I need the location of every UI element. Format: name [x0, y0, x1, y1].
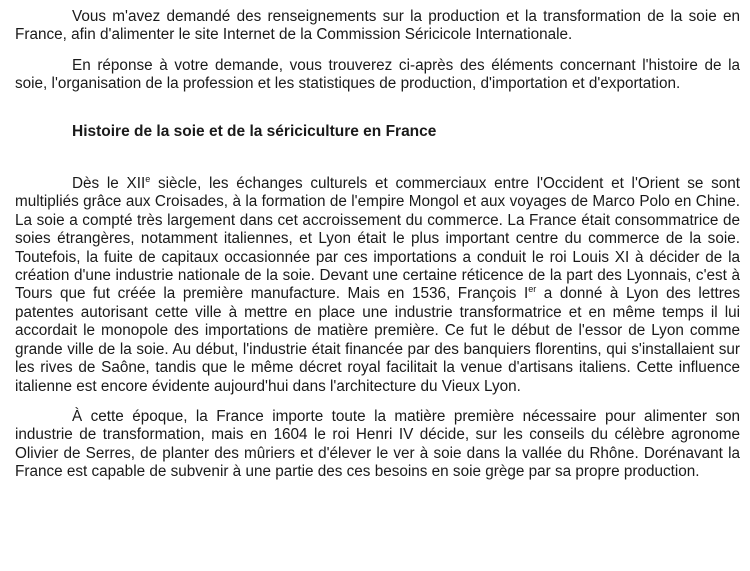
history-text-part-2: siècle, les échanges culturels et commerciaux entre l'Occident et l'Orient se sont multipliés grâce aux Croisades, à la formation de l'empire Mongol et aux voyages de Marco Polo en Chine. La soie a compté très largement dans cet accroissement du commerce. La France était consommatrice de soies étrangères, notamment italiennes, et Lyon était le plus important centre du commerce de la soie. Toutefois, la fuite de capitaux occasionnée par ces importations a conduit le roi Louis XI à décider de la création d'une industrie nationale de la soie. Devant une certaine réticence de la part des Lyonnais, c'est à Tours que fut créée la première manufacture. Mais en 1536, François I	[15, 175, 741, 303]
intro-paragraph-1: Vous m'avez demandé des renseignements sur la production et la transformation de la soie en France, afin d'alimenter le site Internet de la Commission Séricicole Internationale.	[15, 8, 740, 44]
ordinal-superscript: er	[528, 284, 537, 295]
section-heading: Histoire de la soie et de la sériciculture en France	[72, 122, 437, 140]
history-paragraph-1	[15, 175, 740, 396]
history-paragraph-2: À cette époque, la France importe toute la matière première nécessaire pour alimenter son industrie de transformation, mais en 1604 le roi Henri IV décide, sur les conseils du célèbre agronome Olivier de Serres, de planter des mûriers et d'élever le ver à soie dans la vallée du Rhône. Dorénavant la France est capable de subvenir à une partie des ces besoins en soie grège par sa propre production.	[15, 407, 740, 481]
document-page	[15, 8, 740, 482]
history-text-part-1: Dès le XII	[72, 175, 146, 193]
century-superscript: e	[145, 173, 151, 184]
history-text-part-3: a donné à Lyon des lettres patentes autorisant cette ville à mettre en place une industrie transformatrice et en même temps il lui accordait le monopole des importations de matière première. Ce fut le début de l'essor de Lyon comme grande ville de la soie. Au début, l'industrie était financée par des banquiers florentins, qui s'installaient sur les rives de Saône, tandis que le même décret royal facilitait la venue d'artisans italiens. Cette influence italienne est encore évidente aujourd'hui dans l'architecture du Vieux Lyon.	[15, 285, 740, 395]
intro-paragraph-2: En réponse à votre demande, vous trouverez ci-après des éléments concernant l'histoire de la soie, l'organisation de la profession et les statistiques de production, d'importation et d'exportation.	[15, 56, 740, 93]
